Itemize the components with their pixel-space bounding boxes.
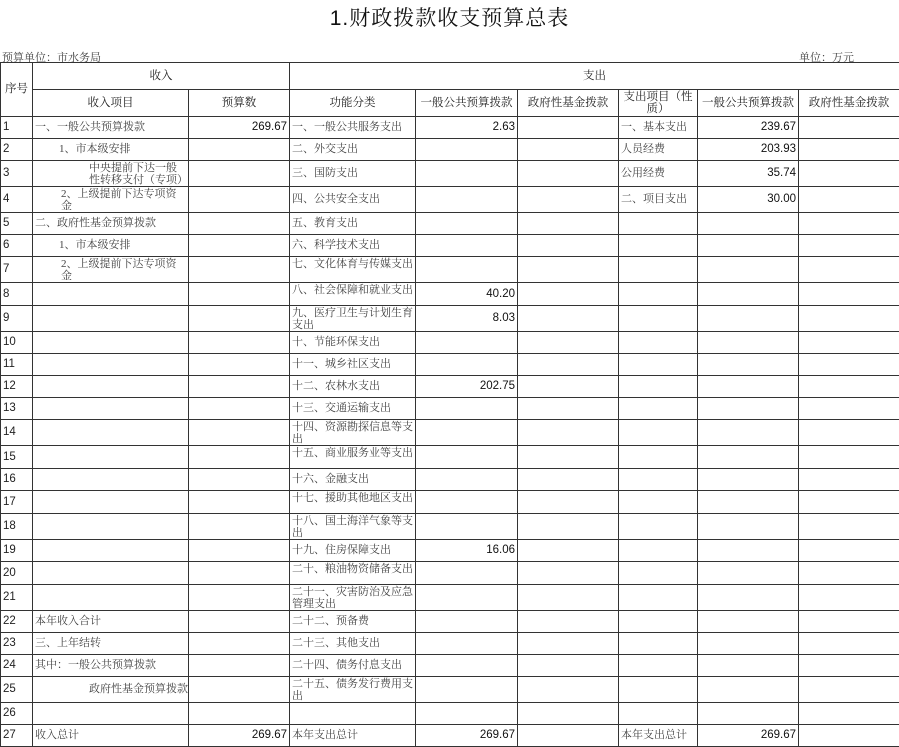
- cell-func-class: 十二、农林水支出: [290, 376, 416, 398]
- cell-income-budget: [189, 469, 290, 491]
- cell-func-class: 八、社会保障和就业支出: [290, 283, 416, 306]
- table-row: [1, 585, 899, 611]
- cell-income-budget: [189, 420, 290, 446]
- cell-exp-general: [698, 491, 799, 514]
- cell-func-fund: [518, 187, 619, 213]
- cell-func-fund: [518, 611, 619, 633]
- cell-row-seq: 20: [1, 562, 33, 585]
- cell-income-budget: [189, 332, 290, 354]
- cell-exp-fund: [799, 187, 899, 213]
- cell-row-seq: 16: [1, 469, 33, 491]
- cell-func-fund: [518, 446, 619, 469]
- cell-func-class: 二十四、债务付息支出: [290, 655, 416, 677]
- cell-exp-item: 本年支出总计: [619, 725, 698, 747]
- table-row: [1, 725, 899, 747]
- cell-func-class: 九、医疗卫生与计划生育支出: [290, 306, 416, 332]
- cell-func-fund: [518, 161, 619, 187]
- cell-income-budget: 269.67: [189, 725, 290, 747]
- table-row: [1, 187, 899, 213]
- cell-income-budget: [189, 213, 290, 235]
- header-exp-general: 一般公共预算拨款: [698, 90, 799, 117]
- cell-func-class: [290, 703, 416, 725]
- header-func-fund: 政府性基金拨款: [518, 90, 619, 117]
- cell-exp-item: [619, 332, 698, 354]
- cell-exp-fund: [799, 235, 899, 257]
- cell-row-seq: 13: [1, 398, 33, 420]
- cell-exp-item: [619, 514, 698, 540]
- cell-row-seq: 8: [1, 283, 33, 306]
- cell-exp-fund: [799, 446, 899, 469]
- cell-row-seq: 12: [1, 376, 33, 398]
- cell-income-item: 其中：一般公共预算拨款: [33, 655, 189, 677]
- cell-func-general: [416, 420, 518, 446]
- cell-func-fund: [518, 677, 619, 703]
- header-expense-group: 支出: [290, 63, 899, 90]
- cell-func-fund: [518, 213, 619, 235]
- cell-func-general: [416, 257, 518, 283]
- cell-exp-fund: [799, 703, 899, 725]
- cell-exp-general: [698, 703, 799, 725]
- cell-func-general: [416, 703, 518, 725]
- cell-exp-fund: [799, 420, 899, 446]
- cell-exp-item: [619, 491, 698, 514]
- cell-func-class: 二十三、其他支出: [290, 633, 416, 655]
- cell-func-class: 一、一般公共服务支出: [290, 117, 416, 139]
- cell-exp-fund: [799, 655, 899, 677]
- cell-func-general: [416, 585, 518, 611]
- cell-func-general: [416, 655, 518, 677]
- header-func-class: 功能分类: [290, 90, 416, 117]
- cell-exp-general: [698, 306, 799, 332]
- cell-exp-general: [698, 235, 799, 257]
- header-income-budget: 预算数: [189, 90, 290, 117]
- cell-func-fund: [518, 469, 619, 491]
- cell-income-item: 中央提前下达一般性转移支付（专项）: [33, 161, 189, 187]
- cell-income-budget: [189, 283, 290, 306]
- cell-exp-item: [619, 677, 698, 703]
- cell-income-item: 2、上级提前下达专项资金: [33, 257, 189, 283]
- cell-func-general: [416, 677, 518, 703]
- cell-func-fund: [518, 562, 619, 585]
- cell-func-general: [416, 187, 518, 213]
- cell-func-general: 40.20: [416, 283, 518, 306]
- cell-row-seq: 14: [1, 420, 33, 446]
- cell-exp-general: [698, 420, 799, 446]
- cell-income-item: 1、市本级安排: [33, 235, 189, 257]
- cell-exp-general: [698, 376, 799, 398]
- cell-income-budget: [189, 585, 290, 611]
- cell-exp-general: [698, 332, 799, 354]
- cell-income-budget: [189, 491, 290, 514]
- cell-row-seq: 9: [1, 306, 33, 332]
- cell-exp-fund: [799, 257, 899, 283]
- cell-income-budget: [189, 446, 290, 469]
- cell-func-fund: [518, 332, 619, 354]
- cell-row-seq: 26: [1, 703, 33, 725]
- cell-row-seq: 4: [1, 187, 33, 213]
- cell-income-budget: [189, 514, 290, 540]
- cell-exp-fund: [799, 332, 899, 354]
- table-row: [1, 139, 899, 161]
- cell-income-budget: [189, 703, 290, 725]
- cell-income-budget: [189, 235, 290, 257]
- header-exp-fund: 政府性基金拨款: [799, 90, 899, 117]
- cell-exp-item: [619, 446, 698, 469]
- cell-func-general: [416, 354, 518, 376]
- cell-exp-fund: [799, 677, 899, 703]
- cell-exp-item: [619, 354, 698, 376]
- cell-exp-general: [698, 562, 799, 585]
- cell-exp-general: [698, 469, 799, 491]
- cell-income-item: 1、市本级安排: [33, 139, 189, 161]
- cell-income-item: [33, 491, 189, 514]
- cell-exp-item: 二、项目支出: [619, 187, 698, 213]
- cell-income-item: [33, 376, 189, 398]
- cell-func-class: 二十五、债务发行费用支出: [290, 677, 416, 703]
- cell-exp-item: [619, 703, 698, 725]
- cell-row-seq: 10: [1, 332, 33, 354]
- cell-func-general: [416, 139, 518, 161]
- table-row: [1, 446, 899, 469]
- table-row: [1, 611, 899, 633]
- table-row: [1, 491, 899, 514]
- cell-exp-general: [698, 514, 799, 540]
- cell-func-general: [416, 235, 518, 257]
- cell-row-seq: 24: [1, 655, 33, 677]
- table-row: [1, 117, 899, 139]
- cell-row-seq: 25: [1, 677, 33, 703]
- cell-func-class: 十三、交通运输支出: [290, 398, 416, 420]
- cell-income-item: 二、政府性基金预算拨款: [33, 213, 189, 235]
- cell-row-seq: 19: [1, 540, 33, 562]
- cell-exp-fund: [799, 283, 899, 306]
- cell-income-item: [33, 562, 189, 585]
- table-row: [1, 283, 899, 306]
- cell-func-class: 三、国防支出: [290, 161, 416, 187]
- cell-exp-general: 269.67: [698, 725, 799, 747]
- cell-income-item: [33, 446, 189, 469]
- cell-income-item: 一、一般公共预算拨款: [33, 117, 189, 139]
- cell-income-budget: [189, 161, 290, 187]
- cell-exp-item: [619, 235, 698, 257]
- cell-func-general: [416, 332, 518, 354]
- cell-income-item: [33, 420, 189, 446]
- cell-func-general: 2.63: [416, 117, 518, 139]
- cell-exp-item: 人员经费: [619, 139, 698, 161]
- cell-func-general: [416, 446, 518, 469]
- cell-exp-fund: [799, 117, 899, 139]
- cell-row-seq: 7: [1, 257, 33, 283]
- cell-exp-fund: [799, 306, 899, 332]
- table-row: [1, 633, 899, 655]
- cell-income-item: [33, 283, 189, 306]
- cell-exp-fund: [799, 725, 899, 747]
- cell-exp-item: [619, 376, 698, 398]
- cell-row-seq: 23: [1, 633, 33, 655]
- cell-exp-item: [619, 469, 698, 491]
- cell-income-budget: [189, 187, 290, 213]
- cell-exp-general: [698, 585, 799, 611]
- cell-income-budget: 269.67: [189, 117, 290, 139]
- cell-func-fund: [518, 585, 619, 611]
- cell-func-general: [416, 611, 518, 633]
- cell-func-fund: [518, 235, 619, 257]
- cell-func-class: 二十、粮油物资储备支出: [290, 562, 416, 585]
- cell-exp-fund: [799, 354, 899, 376]
- cell-exp-fund: [799, 469, 899, 491]
- cell-exp-general: [698, 677, 799, 703]
- cell-row-seq: 17: [1, 491, 33, 514]
- cell-exp-item: [619, 540, 698, 562]
- cell-func-class: 十八、国土海洋气象等支出: [290, 514, 416, 540]
- table-row: [1, 306, 899, 332]
- cell-exp-fund: [799, 213, 899, 235]
- cell-func-general: [416, 398, 518, 420]
- cell-income-item: [33, 398, 189, 420]
- cell-exp-fund: [799, 398, 899, 420]
- cell-row-seq: 5: [1, 213, 33, 235]
- cell-income-budget: [189, 257, 290, 283]
- cell-func-fund: [518, 633, 619, 655]
- cell-exp-fund: [799, 585, 899, 611]
- cell-exp-item: [619, 257, 698, 283]
- cell-func-fund: [518, 117, 619, 139]
- cell-func-fund: [518, 354, 619, 376]
- cell-func-general: [416, 633, 518, 655]
- cell-func-class: 二十二、预备费: [290, 611, 416, 633]
- cell-exp-general: [698, 611, 799, 633]
- cell-func-class: 四、公共安全支出: [290, 187, 416, 213]
- header-income-item: 收入项目: [33, 90, 189, 117]
- cell-row-seq: 21: [1, 585, 33, 611]
- header-exp-item: 支出项目（性质）: [619, 90, 698, 117]
- cell-income-item: 三、上年结转: [33, 633, 189, 655]
- cell-func-fund: [518, 703, 619, 725]
- cell-func-fund: [518, 655, 619, 677]
- cell-income-item: 本年收入合计: [33, 611, 189, 633]
- cell-exp-item: [619, 562, 698, 585]
- cell-income-item: 2、上级提前下达专项资金: [33, 187, 189, 213]
- cell-func-general: [416, 491, 518, 514]
- cell-func-class: 十、节能环保支出: [290, 332, 416, 354]
- table-row: [1, 677, 899, 703]
- cell-func-general: 8.03: [416, 306, 518, 332]
- cell-func-fund: [518, 540, 619, 562]
- table-row: [1, 257, 899, 283]
- cell-income-budget: [189, 398, 290, 420]
- table-row: [1, 332, 899, 354]
- cell-exp-fund: [799, 376, 899, 398]
- cell-row-seq: 15: [1, 446, 33, 469]
- cell-func-class: 二、外交支出: [290, 139, 416, 161]
- budget-unit-label: 预算单位：市水务局: [2, 49, 101, 65]
- cell-exp-fund: [799, 491, 899, 514]
- table-row: [1, 376, 899, 398]
- cell-func-general: [416, 469, 518, 491]
- cell-exp-general: [698, 354, 799, 376]
- table-row: [1, 469, 899, 491]
- cell-income-budget: [189, 354, 290, 376]
- cell-exp-general: [698, 257, 799, 283]
- cell-row-seq: 27: [1, 725, 33, 747]
- cell-func-class: 十七、援助其他地区支出: [290, 491, 416, 514]
- cell-income-item: [33, 332, 189, 354]
- cell-func-general: 269.67: [416, 725, 518, 747]
- table-row: [1, 703, 899, 725]
- page-title: 1.财政拨款收支预算总表: [0, 2, 899, 32]
- cell-income-item: [33, 469, 189, 491]
- cell-func-general: [416, 562, 518, 585]
- cell-exp-item: [619, 398, 698, 420]
- table-row: [1, 398, 899, 420]
- table-row: [1, 655, 899, 677]
- cell-exp-fund: [799, 139, 899, 161]
- cell-exp-general: [698, 283, 799, 306]
- cell-income-budget: [189, 655, 290, 677]
- cell-exp-fund: [799, 562, 899, 585]
- cell-income-budget: [189, 376, 290, 398]
- cell-func-general: [416, 213, 518, 235]
- cell-exp-general: [698, 446, 799, 469]
- cell-func-class: 五、教育支出: [290, 213, 416, 235]
- cell-func-fund: [518, 283, 619, 306]
- cell-income-item: [33, 514, 189, 540]
- cell-exp-general: 30.00: [698, 187, 799, 213]
- cell-income-budget: [189, 611, 290, 633]
- cell-func-fund: [518, 491, 619, 514]
- cell-income-item: [33, 585, 189, 611]
- table-row: [1, 562, 899, 585]
- cell-exp-item: [619, 213, 698, 235]
- header-seq: 序号: [1, 63, 33, 117]
- cell-exp-fund: [799, 633, 899, 655]
- cell-func-class: 二十一、灾害防治及应急管理支出: [290, 585, 416, 611]
- cell-exp-general: [698, 398, 799, 420]
- cell-exp-fund: [799, 514, 899, 540]
- table-row: [1, 420, 899, 446]
- header-income-group: 收入: [33, 63, 290, 90]
- cell-exp-fund: [799, 161, 899, 187]
- cell-exp-item: 一、基本支出: [619, 117, 698, 139]
- cell-exp-item: [619, 283, 698, 306]
- table-row: [1, 354, 899, 376]
- cell-row-seq: 6: [1, 235, 33, 257]
- cell-func-class: 七、文化体育与传媒支出: [290, 257, 416, 283]
- cell-exp-general: [698, 540, 799, 562]
- cell-func-class: 十四、资源勘探信息等支出: [290, 420, 416, 446]
- cell-exp-general: [698, 633, 799, 655]
- cell-row-seq: 11: [1, 354, 33, 376]
- cell-func-fund: [518, 725, 619, 747]
- cell-income-item: [33, 306, 189, 332]
- cell-exp-general: 239.67: [698, 117, 799, 139]
- cell-func-general: 16.06: [416, 540, 518, 562]
- cell-income-budget: [189, 562, 290, 585]
- cell-func-fund: [518, 420, 619, 446]
- table-row: [1, 235, 899, 257]
- cell-exp-item: [619, 420, 698, 446]
- cell-row-seq: 3: [1, 161, 33, 187]
- header-func-general: 一般公共预算拨款: [416, 90, 518, 117]
- cell-exp-fund: [799, 611, 899, 633]
- cell-func-general: [416, 514, 518, 540]
- cell-income-budget: [189, 139, 290, 161]
- cell-exp-item: [619, 306, 698, 332]
- cell-income-item: [33, 540, 189, 562]
- cell-exp-item: 公用经费: [619, 161, 698, 187]
- cell-row-seq: 18: [1, 514, 33, 540]
- cell-func-general: [416, 161, 518, 187]
- table-row: [1, 540, 899, 562]
- cell-func-class: 十一、城乡社区支出: [290, 354, 416, 376]
- cell-func-class: 六、科学技术支出: [290, 235, 416, 257]
- budget-summary-table: [0, 62, 899, 747]
- cell-income-item: [33, 703, 189, 725]
- cell-income-budget: [189, 306, 290, 332]
- cell-row-seq: 2: [1, 139, 33, 161]
- cell-func-fund: [518, 257, 619, 283]
- cell-func-class: 十六、金融支出: [290, 469, 416, 491]
- cell-income-budget: [189, 633, 290, 655]
- cell-func-fund: [518, 139, 619, 161]
- cell-exp-general: [698, 655, 799, 677]
- cell-exp-general: [698, 213, 799, 235]
- cell-income-item: [33, 354, 189, 376]
- table-row: [1, 213, 899, 235]
- cell-exp-general: 203.93: [698, 139, 799, 161]
- cell-exp-item: [619, 633, 698, 655]
- cell-row-seq: 1: [1, 117, 33, 139]
- cell-income-budget: [189, 540, 290, 562]
- cell-income-item: 政府性基金预算拨款: [33, 677, 189, 703]
- cell-func-fund: [518, 376, 619, 398]
- currency-unit-label: 单位：万元: [799, 49, 854, 65]
- cell-func-class: 十九、住房保障支出: [290, 540, 416, 562]
- cell-exp-item: [619, 585, 698, 611]
- cell-func-class: 本年支出总计: [290, 725, 416, 747]
- table-row: [1, 514, 899, 540]
- cell-income-budget: [189, 677, 290, 703]
- cell-exp-item: [619, 655, 698, 677]
- cell-exp-item: [619, 611, 698, 633]
- cell-exp-fund: [799, 540, 899, 562]
- table-row: [1, 161, 899, 187]
- cell-income-item: 收入总计: [33, 725, 189, 747]
- cell-row-seq: 22: [1, 611, 33, 633]
- cell-exp-general: 35.74: [698, 161, 799, 187]
- cell-func-class: 十五、商业服务业等支出: [290, 446, 416, 469]
- cell-func-fund: [518, 398, 619, 420]
- cell-func-fund: [518, 306, 619, 332]
- cell-func-fund: [518, 514, 619, 540]
- cell-func-general: 202.75: [416, 376, 518, 398]
